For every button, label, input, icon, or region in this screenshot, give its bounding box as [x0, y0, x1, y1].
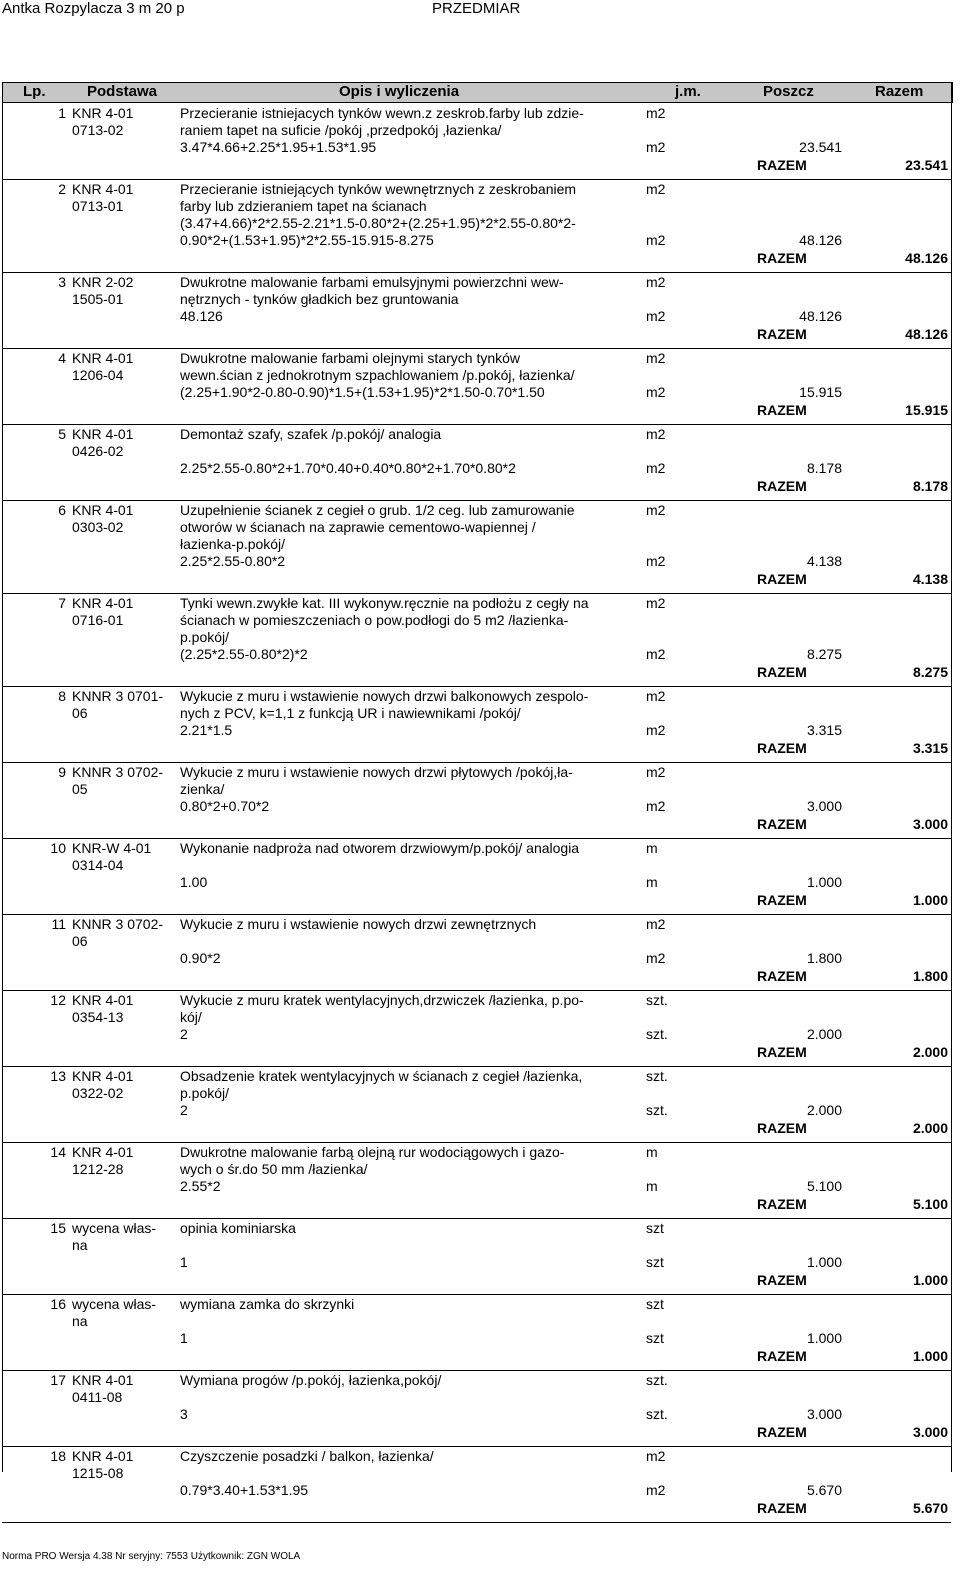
row-opis-line: Wykucie z muru i wstawienie nowych drzwi balkonowych zespolo- [180, 688, 589, 704]
table-row [2, 595, 951, 684]
row-podstawa: KNR 4-01 [72, 1144, 134, 1160]
row-podstawa: KNNR 3 0702- [72, 764, 164, 780]
row-podstawa: KNR 4-01 [72, 1448, 134, 1464]
row-lp: 10 [50, 840, 66, 856]
row-poszcz: 4.138 [806, 553, 842, 569]
row-separator [2, 914, 951, 915]
row-poszcz: 1.000 [806, 1254, 842, 1270]
row-unit-result: m2 [646, 798, 666, 814]
row-opis-line: Demontaż szafy, szafek /p.pokój/ analogia [180, 426, 442, 442]
row-poszcz: 1.800 [806, 950, 842, 966]
table-header [2, 82, 953, 103]
row-opis-line: zienka/ [180, 781, 225, 797]
row-podstawa: KNR-W 4-01 [72, 840, 152, 856]
razem-label: RAZEM [757, 968, 807, 984]
row-podstawa: 0411-08 [72, 1389, 123, 1405]
row-poszcz: 1.000 [806, 874, 842, 890]
row-unit: szt. [646, 992, 668, 1008]
table-row [2, 764, 951, 836]
row-opis-line: 48.126 [180, 308, 223, 324]
row-podstawa: KNR 4-01 [72, 350, 134, 366]
row-separator [2, 272, 951, 273]
row-separator [2, 838, 951, 839]
row-lp: 1 [58, 105, 66, 121]
razem-label: RAZEM [757, 250, 807, 266]
row-podstawa: 06 [72, 705, 88, 721]
row-podstawa: KNR 4-01 [72, 1372, 134, 1388]
row-podstawa: 0322-02 [72, 1085, 124, 1101]
row-podstawa: KNR 4-01 [72, 1068, 134, 1084]
row-opis-line: (2.25*2.55-0.80*2)*2 [180, 646, 308, 662]
razem-label: RAZEM [757, 1500, 807, 1516]
row-separator [2, 762, 951, 763]
row-unit-result: m2 [646, 646, 666, 662]
row-poszcz: 48.126 [799, 232, 842, 248]
row-opis-line: 1 [180, 1330, 188, 1346]
row-unit: szt. [646, 1068, 668, 1084]
razem-label: RAZEM [757, 571, 807, 587]
row-opis-line: Dwukrotne malowanie farbami olejnymi starych tynków [180, 350, 521, 366]
row-separator [2, 1294, 951, 1295]
row-opis-line: wewn.ścian z jednokrotnym szpachlowaniem /p.pokój, łazienka/ [180, 367, 575, 383]
row-opis-line: wych o śr.do 50 mm /łazienka/ [180, 1161, 368, 1177]
row-unit-result: szt. [646, 1406, 668, 1422]
row-separator [2, 1218, 951, 1219]
row-unit-result: m2 [646, 950, 666, 966]
row-podstawa: KNR 4-01 [72, 426, 134, 442]
row-opis-line: 1 [180, 1254, 188, 1270]
row-unit-result: m2 [646, 1482, 666, 1498]
razem-label: RAZEM [757, 892, 807, 908]
razem-label: RAZEM [757, 326, 807, 342]
row-unit: m2 [646, 1448, 666, 1464]
row-separator [2, 179, 951, 180]
row-opis-line: raniem tapet na suficie /pokój ,przedpokój ,łazienka/ [180, 122, 502, 138]
row-podstawa: KNR 4-01 [72, 992, 134, 1008]
row-unit: m2 [646, 274, 666, 290]
row-separator [2, 990, 951, 991]
row-opis-line: 0.79*3.40+1.53*1.95 [180, 1482, 309, 1498]
razem-value: 15.915 [905, 402, 948, 418]
row-lp: 8 [58, 688, 66, 704]
razem-label: RAZEM [757, 664, 807, 680]
row-opis-line: nych z PCV, k=1,1 z funkcją UR i nawiewnikami /pokój/ [180, 705, 521, 721]
row-podstawa: 0303-02 [72, 519, 124, 535]
razem-value: 2.000 [912, 1044, 948, 1060]
row-poszcz: 8.178 [806, 460, 842, 476]
row-lp: 12 [50, 992, 66, 1008]
razem-value: 2.000 [912, 1120, 948, 1136]
footer-text: Norma PRO Wersja 4.38 Nr seryjny: 7553 Użytkownik: ZGN WOLA [2, 1551, 301, 1562]
row-podstawa: 06 [72, 933, 88, 949]
col-jm: j.m. [675, 83, 701, 100]
row-opis-line: 2.55*2 [180, 1178, 221, 1194]
row-podstawa: 0354-13 [72, 1009, 124, 1025]
row-unit-result: m2 [646, 308, 666, 324]
table-row [2, 688, 951, 760]
row-lp: 14 [50, 1144, 66, 1160]
row-opis-line: Wymiana progów /p.pokój, łazienka,pokój/ [180, 1372, 442, 1388]
row-podstawa: 0716-01 [72, 612, 124, 628]
col-podstawa: Podstawa [87, 83, 158, 100]
row-podstawa: KNR 2-02 [72, 274, 134, 290]
row-unit: szt [646, 1220, 664, 1236]
row-unit: m [646, 840, 658, 856]
row-podstawa: 0426-02 [72, 443, 124, 459]
row-poszcz: 3.315 [806, 722, 842, 738]
razem-label: RAZEM [757, 1044, 807, 1060]
row-unit: m [646, 1144, 658, 1160]
row-separator [2, 1142, 951, 1143]
row-opis-line: Przecieranie istniejących tynków wewnętrznych z zeskrobaniem [180, 181, 577, 197]
row-opis-line: p.pokój/ [180, 629, 230, 645]
row-separator [2, 1066, 951, 1067]
col-razem: Razem [875, 83, 924, 100]
row-opis-line: Czyszczenie posadzki / balkon, łazienka/ [180, 1448, 434, 1464]
razem-label: RAZEM [757, 1196, 807, 1212]
col-lp: Lp. [23, 83, 46, 100]
row-opis-line: wymiana zamka do skrzynki [180, 1296, 355, 1312]
row-opis-line: (2.25+1.90*2-0.80-0.90)*1.5+(1.53+1.95)*2*1.50-0.70*1.50 [180, 384, 545, 400]
row-podstawa: KNR 4-01 [72, 502, 134, 518]
row-opis-line: Przecieranie istniejacych tynków wewn.z zeskrob.farby lub zdzie- [180, 105, 584, 121]
row-unit: szt. [646, 1372, 668, 1388]
row-opis-line: Wykonanie nadproża nad otworem drzwiowym/p.pokój/ analogia [180, 840, 580, 856]
row-opis-line: ścianach w pomieszczeniach o pow.podłogi do 5 m2 /łazienka- [180, 612, 569, 628]
razem-value: 3.315 [912, 740, 948, 756]
row-lp: 17 [50, 1372, 66, 1388]
row-opis-line: Wykucie z muru i wstawienie nowych drzwi zewnętrznych [180, 916, 537, 932]
razem-value: 48.126 [905, 326, 948, 342]
row-unit: m2 [646, 181, 666, 197]
row-podstawa: 0713-02 [72, 122, 124, 138]
row-unit: m2 [646, 595, 666, 611]
row-podstawa: 1505-01 [72, 291, 124, 307]
row-opis-line: 2 [180, 1102, 188, 1118]
razem-value: 5.100 [912, 1196, 948, 1212]
row-opis-line: Wykucie z muru kratek wentylacyjnych,drzwiczek /łazienka, p.po- [180, 992, 584, 1008]
row-poszcz: 23.541 [799, 139, 842, 155]
table-row [2, 1448, 951, 1520]
row-poszcz: 3.000 [806, 798, 842, 814]
row-podstawa: 0713-01 [72, 198, 124, 214]
table-row [2, 1068, 951, 1140]
razem-label: RAZEM [757, 1348, 807, 1364]
row-lp: 5 [58, 426, 66, 442]
row-podstawa: 1206-04 [72, 367, 124, 383]
razem-label: RAZEM [757, 1424, 807, 1440]
table-top-border [2, 82, 952, 83]
razem-label: RAZEM [757, 402, 807, 418]
row-opis-line: 0.90*2+(1.53+1.95)*2*2.55-15.915-8.275 [180, 232, 434, 248]
table-row [2, 105, 951, 177]
row-lp: 16 [50, 1296, 66, 1312]
row-unit-result: m2 [646, 232, 666, 248]
row-podstawa: wycena włas- [72, 1296, 157, 1312]
row-poszcz: 2.000 [806, 1102, 842, 1118]
row-podstawa: wycena włas- [72, 1220, 157, 1236]
row-poszcz: 2.000 [806, 1026, 842, 1042]
row-unit-result: szt [646, 1330, 664, 1346]
row-unit: m2 [646, 916, 666, 932]
row-lp: 13 [50, 1068, 66, 1084]
row-podstawa: KNNR 3 0701- [72, 688, 164, 704]
row-opis-line: 3.47*4.66+2.25*1.95+1.53*1.95 [180, 139, 377, 155]
row-opis-line: 1.00 [180, 874, 208, 890]
row-poszcz: 3.000 [806, 1406, 842, 1422]
row-separator [2, 348, 951, 349]
row-opis-line: nętrznych - tynków gładkich bez gruntowania [180, 291, 459, 307]
row-opis-line: Dwukrotne malowanie farbą olejną rur wodociągowych i gazo- [180, 1144, 565, 1160]
razem-label: RAZEM [757, 740, 807, 756]
razem-label: RAZEM [757, 478, 807, 494]
table-row [2, 1296, 951, 1368]
razem-value: 5.670 [912, 1500, 948, 1516]
row-lp: 18 [50, 1448, 66, 1464]
row-unit-result: szt. [646, 1026, 668, 1042]
row-opis-line: farby lub zdzieraniem tapet na ścianach [180, 198, 427, 214]
row-opis-line: Tynki wewn.zwykłe kat. III wykonyw.ręcznie na podłożu z cegły na [180, 595, 589, 611]
row-separator [2, 1370, 951, 1371]
razem-label: RAZEM [757, 157, 807, 173]
razem-value: 1.000 [912, 892, 948, 908]
row-unit: m2 [646, 105, 666, 121]
row-podstawa: na [72, 1237, 88, 1253]
row-podstawa: 1215-08 [72, 1465, 124, 1481]
table-row [2, 1144, 951, 1216]
table-row [2, 426, 951, 498]
row-lp: 4 [58, 350, 66, 366]
row-unit-result: m [646, 874, 658, 890]
row-unit-result: m2 [646, 139, 666, 155]
row-unit: m2 [646, 426, 666, 442]
row-opis-line: 2.25*2.55-0.80*2+1.70*0.40+0.40*0.80*2+1.70*0.80*2 [180, 460, 516, 476]
table-row [2, 274, 951, 346]
row-opis-line: (3.47+4.66)*2*2.55-2.21*1.5-0.80*2+(2.25+1.95)*2*2.55-0.80*2- [180, 215, 576, 231]
row-opis-line: kój/ [180, 1009, 202, 1025]
table-row [2, 502, 951, 591]
row-lp: 2 [58, 181, 66, 197]
row-podstawa: KNR 4-01 [72, 181, 134, 197]
document-type: PRZEDMIAR [432, 0, 521, 17]
row-unit: szt [646, 1296, 664, 1312]
row-opis-line: p.pokój/ [180, 1085, 230, 1101]
row-unit-result: szt [646, 1254, 664, 1270]
row-podstawa: 0314-04 [72, 857, 124, 873]
row-lp: 9 [58, 764, 66, 780]
row-poszcz: 48.126 [799, 308, 842, 324]
razem-value: 3.000 [912, 816, 948, 832]
razem-value: 1.800 [912, 968, 948, 984]
row-unit-result: m2 [646, 460, 666, 476]
row-podstawa: KNR 4-01 [72, 595, 134, 611]
table-right-border [951, 82, 952, 1472]
row-separator [2, 686, 951, 687]
row-opis-line: 2.21*1.5 [180, 722, 233, 738]
row-poszcz: 5.670 [806, 1482, 842, 1498]
table-row [2, 350, 951, 422]
row-separator [2, 424, 951, 425]
row-unit: m2 [646, 350, 666, 366]
row-opis-line: 3 [180, 1406, 188, 1422]
razem-value: 1.000 [912, 1272, 948, 1288]
row-opis-line: 0.90*2 [180, 950, 221, 966]
row-opis-line: łazienka-p.pokój/ [180, 536, 286, 552]
razem-value: 48.126 [905, 250, 948, 266]
row-unit-result: m [646, 1178, 658, 1194]
razem-value: 8.275 [912, 664, 948, 680]
razem-value: 3.000 [912, 1424, 948, 1440]
razem-value: 8.178 [912, 478, 948, 494]
row-poszcz: 15.915 [799, 384, 842, 400]
row-poszcz: 5.100 [806, 1178, 842, 1194]
row-unit-result: m2 [646, 384, 666, 400]
table-row [2, 1220, 951, 1292]
row-poszcz: 1.000 [806, 1330, 842, 1346]
row-lp: 11 [51, 916, 66, 932]
razem-label: RAZEM [757, 816, 807, 832]
row-unit-result: m2 [646, 553, 666, 569]
razem-value: 23.541 [905, 157, 948, 173]
row-opis-line: Uzupełnienie ścianek z cegieł o grub. 1/2 ceg. lub zamurowanie [180, 502, 575, 518]
razem-label: RAZEM [757, 1272, 807, 1288]
row-podstawa: na [72, 1313, 88, 1329]
row-opis-line: 2 [180, 1026, 188, 1042]
row-podstawa: 1212-28 [72, 1161, 124, 1177]
table-row [2, 992, 951, 1064]
row-separator [2, 1522, 951, 1523]
col-poszcz: Poszcz [763, 83, 814, 100]
row-opis-line: Wykucie z muru i wstawienie nowych drzwi płytowych /pokój,ła- [180, 764, 573, 780]
row-separator [2, 500, 951, 501]
row-lp: 7 [58, 595, 66, 611]
row-unit: m2 [646, 688, 666, 704]
row-opis-line: opinia kominiarska [180, 1220, 296, 1236]
document-title: Antka Rozpylacza 3 m 20 p [2, 0, 185, 17]
table-row [2, 1372, 951, 1444]
row-lp: 3 [58, 274, 66, 290]
row-opis-line: otworów w ścianach na zaprawie cementowo-wapiennej / [180, 519, 536, 535]
razem-value: 4.138 [912, 571, 948, 587]
row-separator [2, 593, 951, 594]
row-podstawa: KNR 4-01 [72, 105, 134, 121]
row-unit: m2 [646, 764, 666, 780]
row-opis-line: Obsadzenie kratek wentylacyjnych w ścianach z cegieł /łazienka, [180, 1068, 583, 1084]
row-lp: 6 [58, 502, 66, 518]
row-unit: m2 [646, 502, 666, 518]
table-row [2, 181, 951, 270]
row-lp: 15 [50, 1220, 66, 1236]
col-opis: Opis i wyliczenia [339, 83, 460, 100]
row-opis-line: 0.80*2+0.70*2 [180, 798, 270, 814]
razem-value: 1.000 [912, 1348, 948, 1364]
razem-label: RAZEM [757, 1120, 807, 1136]
row-poszcz: 8.275 [806, 646, 842, 662]
row-separator [2, 1446, 951, 1447]
row-opis-line: Dwukrotne malowanie farbami emulsyjnymi powierzchni wew- [180, 274, 564, 290]
row-opis-line: 2.25*2.55-0.80*2 [180, 553, 286, 569]
table-row [2, 840, 951, 912]
table-row [2, 916, 951, 988]
row-podstawa: 05 [72, 781, 88, 797]
row-podstawa: KNNR 3 0702- [72, 916, 164, 932]
row-unit-result: szt. [646, 1102, 668, 1118]
row-unit-result: m2 [646, 722, 666, 738]
